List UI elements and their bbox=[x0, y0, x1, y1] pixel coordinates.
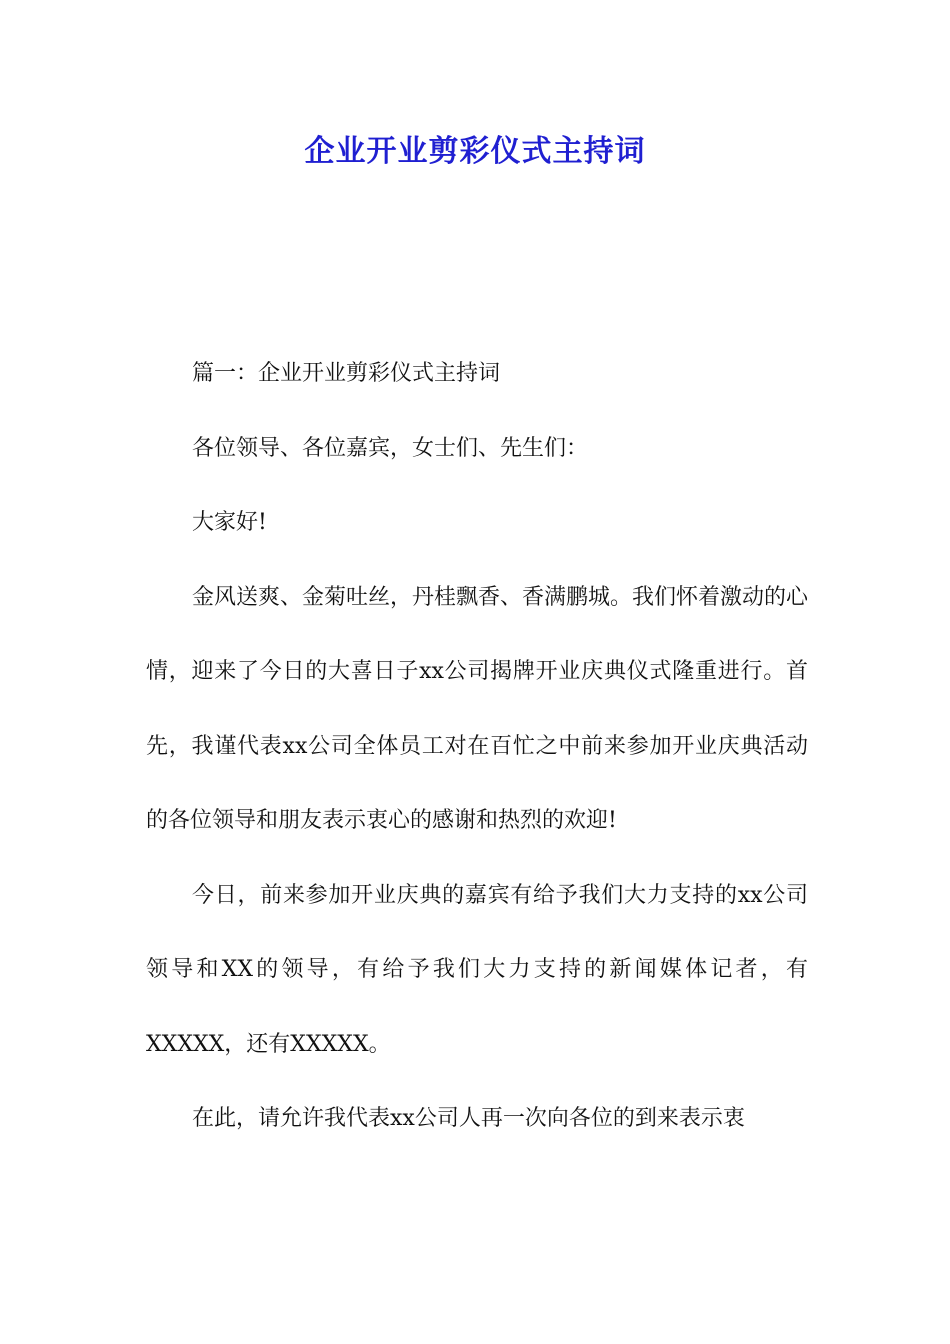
greeting-paragraph: 大家好! bbox=[192, 510, 267, 535]
body-paragraph: 今日，前来参加开业庆典的嘉宾有给予我们大力支持的xx公司领导和XX的领导，有给予我们大力支持的新闻媒体记者，有 XXXXX，还有XXXXX。 bbox=[146, 882, 808, 1057]
section-heading: 篇一：企业开业剪彩仪式主持词 bbox=[192, 361, 501, 386]
document-title: 企业开业剪彩仪式主持词 bbox=[304, 134, 646, 169]
body-paragraph: 在此，请允许我代表xx公司人再一次向各位的到来表示衷 bbox=[192, 1106, 745, 1131]
salutation-paragraph: 各位领导、各位嘉宾，女士们、先生们： bbox=[192, 435, 589, 461]
document-body bbox=[146, 337, 808, 1157]
body-paragraph: 金风送爽、金菊吐丝，丹桂飘香、香满鹏城。我们怀着激动的心情，迎来了今日的大喜日子xx公司揭牌开业庆典仪式隆重进行。首先，我谨代表xx公司全体员工对在百忙之中前来参加开业庆典活动的各位领导和朋友表示衷心的感谢和热烈的欢迎! bbox=[146, 584, 809, 833]
